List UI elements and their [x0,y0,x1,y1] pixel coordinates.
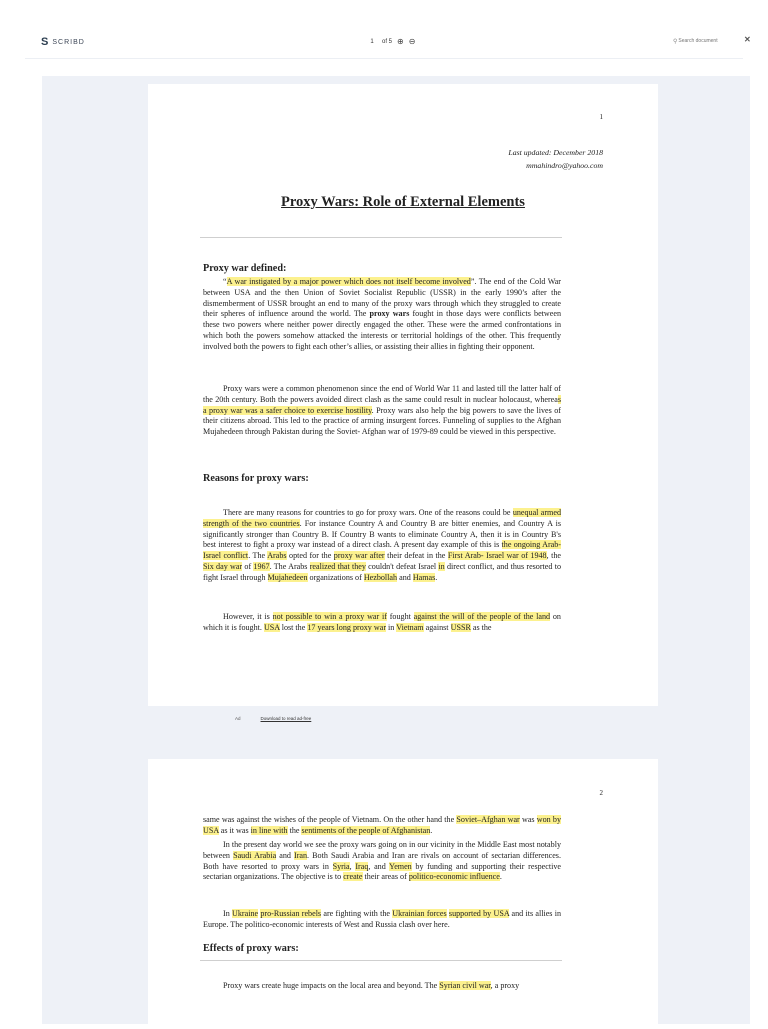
highlighted-text: Soviet–Afghan war [456,815,520,824]
text-run: on which it is fought. [203,612,561,632]
page-total: of 5 [382,38,393,45]
section-heading-effects: Effects of proxy wars: [203,943,299,954]
highlighted-text: politico-economic influence [408,872,500,882]
text-run: ”. The end of the Cold War between USA and the then Union of Soviet Socialist Republic (USSR) in the early 1990’s after the dismemberment of USSR brought an end to many of the proxy wars through which they struggled to create their spheres of influence around the world. The [203,277,561,319]
text-run: , [349,861,356,871]
text-run: the [287,825,302,835]
highlighted-text: Iran [294,850,308,860]
paragraph-history [203,384,561,438]
text-run: their areas of [362,872,409,882]
text-run: as the [470,622,492,632]
page-number: 1 [599,113,603,121]
text-run: Proxy wars create huge impacts on the local area and beyond. The [223,981,440,990]
paragraph-middle-east [203,840,561,883]
text-run: . [499,872,502,882]
highlighted-text: not possible to win a proxy war if [272,612,387,621]
highlighted-text: in line with [250,825,288,835]
ad-label: Ad [235,716,241,721]
highlighted-text: against the will of the people of the land [413,612,551,621]
search-input[interactable] [678,38,736,44]
highlighted-text: Vietnam [396,622,424,632]
paragraph-effects [203,981,561,992]
highlighted-text: realized that they [309,561,366,571]
highlighted-text: Hamas [412,572,436,582]
highlighted-text: Mujahedeen [267,572,308,582]
highlighted-text: Ukraine [232,909,259,918]
paragraph-ukraine [203,909,561,931]
text-run: . [430,825,433,835]
text-run: In the present day world we see the proxy wars going on in our vicinity in the Middle East most notably between [203,840,561,860]
document-viewer[interactable] [42,76,750,1024]
highlighted-text: supported by USA [448,909,510,918]
text-run: and its allies in Europe. The politico-economic interests of West and Russia clash over here. [203,909,562,929]
text-run: in [386,622,397,632]
highlighted-text: Six day war [203,561,243,571]
highlighted-text: pro-Russian rebels [260,909,322,918]
highlighted-text: Ukrainian forces [392,909,447,918]
last-updated-text: Last updated: December 2018 [508,148,603,157]
page-number: 2 [599,789,603,797]
highlighted-text: create [343,872,363,882]
highlighted-text: Hezbollah [363,572,398,582]
text-run: . The Arabs [269,561,310,571]
document-meta [508,146,603,172]
text-run: organizations of [307,572,364,582]
highlighted-text: Saudi Arabia [233,850,277,860]
document-page-1 [148,84,658,706]
zoom-in-icon[interactable]: ⊕ [397,37,404,46]
text-run: and [397,572,413,582]
brand-name: SCRIBD [52,38,85,46]
paragraph-definition [203,277,561,352]
text-run: , the [546,551,562,560]
page-navigator [367,37,415,46]
highlighted-text: won by [536,815,562,824]
highlighted-text: Arabs [267,551,287,560]
text-run: direct conflict, and thus resorted to fight Israel through [203,561,561,582]
ad-banner [235,716,435,721]
text-run: In [223,909,233,918]
highlighted-text: A war instigated by a major power which does not itself become involved [226,277,471,286]
text-run: are fighting with the [321,909,393,918]
highlighted-text: Iraq [355,861,369,871]
text-run: was [519,815,537,824]
scribd-logo-icon: S [41,36,50,48]
highlighted-text: proxy war after [333,551,385,560]
text-run: of [242,561,254,571]
text-run: , a proxy [490,981,520,990]
text-run: . [435,572,438,582]
text-run: There are many reasons for countries to go for proxy wars. One of the reasons could be [223,508,513,517]
search-icon: ⚲ [673,38,678,45]
paragraph-reasons [203,508,561,583]
text-run: However, it is [223,612,273,621]
text-run: . For instance Country A and Country B are bitter enemies, and Country A is significantly stronger than Country B. If Country B wants to eliminate Country A, then it is in Country B's best interest to fight a proxy war instead of a direct clash. A present day example of this is [203,518,562,550]
highlighted-text: First Arab- Israel war of 1948 [447,551,547,560]
bold-text: proxy wars [369,309,410,319]
text-run: fought in those days were conflicts between these two powers where neither power directly engaged the other. These were the armed confrontations in which both the powers somehow attacked the interests or territorial holdings of the other. This frequently involved both the powers to fight each other’s allies, or assisting their allies in fighting their opponent. [203,309,561,351]
highlighted-text: in [438,561,445,571]
current-page-input[interactable]: 1 [370,38,374,45]
download-link[interactable]: Download to read ad-free [260,716,312,721]
text-run: fought [386,612,414,621]
highlighted-text: 17 years long proxy war [307,622,387,632]
highlighted-text: USSR [450,622,471,632]
highlighted-text: unequal armed strength of the two countries [203,508,561,528]
highlighted-text: USA [263,622,280,632]
text-run: and [276,850,295,860]
title-divider [200,237,562,238]
highlighted-text: s a proxy war was a safer choice to exercise hostility [203,394,561,415]
text-run: “ [223,277,227,286]
zoom-out-icon[interactable]: ⊖ [408,37,416,46]
text-run: their defeat in the [384,551,448,560]
highlighted-text: Syrian civil war [439,981,491,990]
text-run: by funding and supporting their respective sectarian organizations. The objective is to [203,861,561,882]
text-run: lost the [279,622,308,632]
text-run: opted for the [286,551,334,560]
text-run: . Both Saudi Arabia and Iran are rivals on account of sectarian differences. Both have resorted to proxy wars in [203,850,561,871]
author-email: mmahindro@yahoo.com [526,161,603,170]
scribd-logo[interactable] [41,36,85,48]
highlighted-text: 1967 [253,561,270,571]
highlighted-text: Yemen [389,861,412,871]
highlighted-text: sentiments of the people of Afghanistan [301,825,431,835]
document-toolbar [25,26,751,59]
text-run: . The [248,551,268,560]
paragraph-vietnam [203,612,561,634]
text-run: against [423,622,451,632]
highlighted-text: Syria [332,861,350,871]
highlighted-text: USA [203,825,219,835]
highlighted-text: the ongoing Arab- Israel conflict [203,540,561,560]
paragraph-afghan [203,815,561,837]
text-run: , and [368,861,390,871]
text-run: Proxy wars were a common phenomenon since the end of World War 11 and lasted till the latter half of the 20th century. Both the powers avoided direct clash as the same could result in nuclear holocaust, wherea [203,384,561,404]
text-run: couldn't defeat Israel [365,561,439,571]
heading-divider [200,960,562,961]
text-run: same was against the wishes of the people of Vietnam. On the other hand the [203,815,457,824]
text-run: as it was [218,825,251,835]
text-run: . Proxy wars also help the big powers to save the lives of their citizens abroad. This led to the practice of arming insurgent forces. Funneling of supplies to the Afghan Mujahedeen through Pakistan during the Soviet- Afghan war of 1979-89 could be viewed in this perspective. [203,405,561,436]
close-icon[interactable]: ✕ [744,35,751,44]
section-heading-defined: Proxy war defined: [203,263,287,274]
search-box[interactable] [673,36,741,46]
document-page-2 [148,759,658,1029]
document-title: Proxy Wars: Role of External Elements [281,194,525,210]
section-heading-reasons: Reasons for proxy wars: [203,473,309,484]
